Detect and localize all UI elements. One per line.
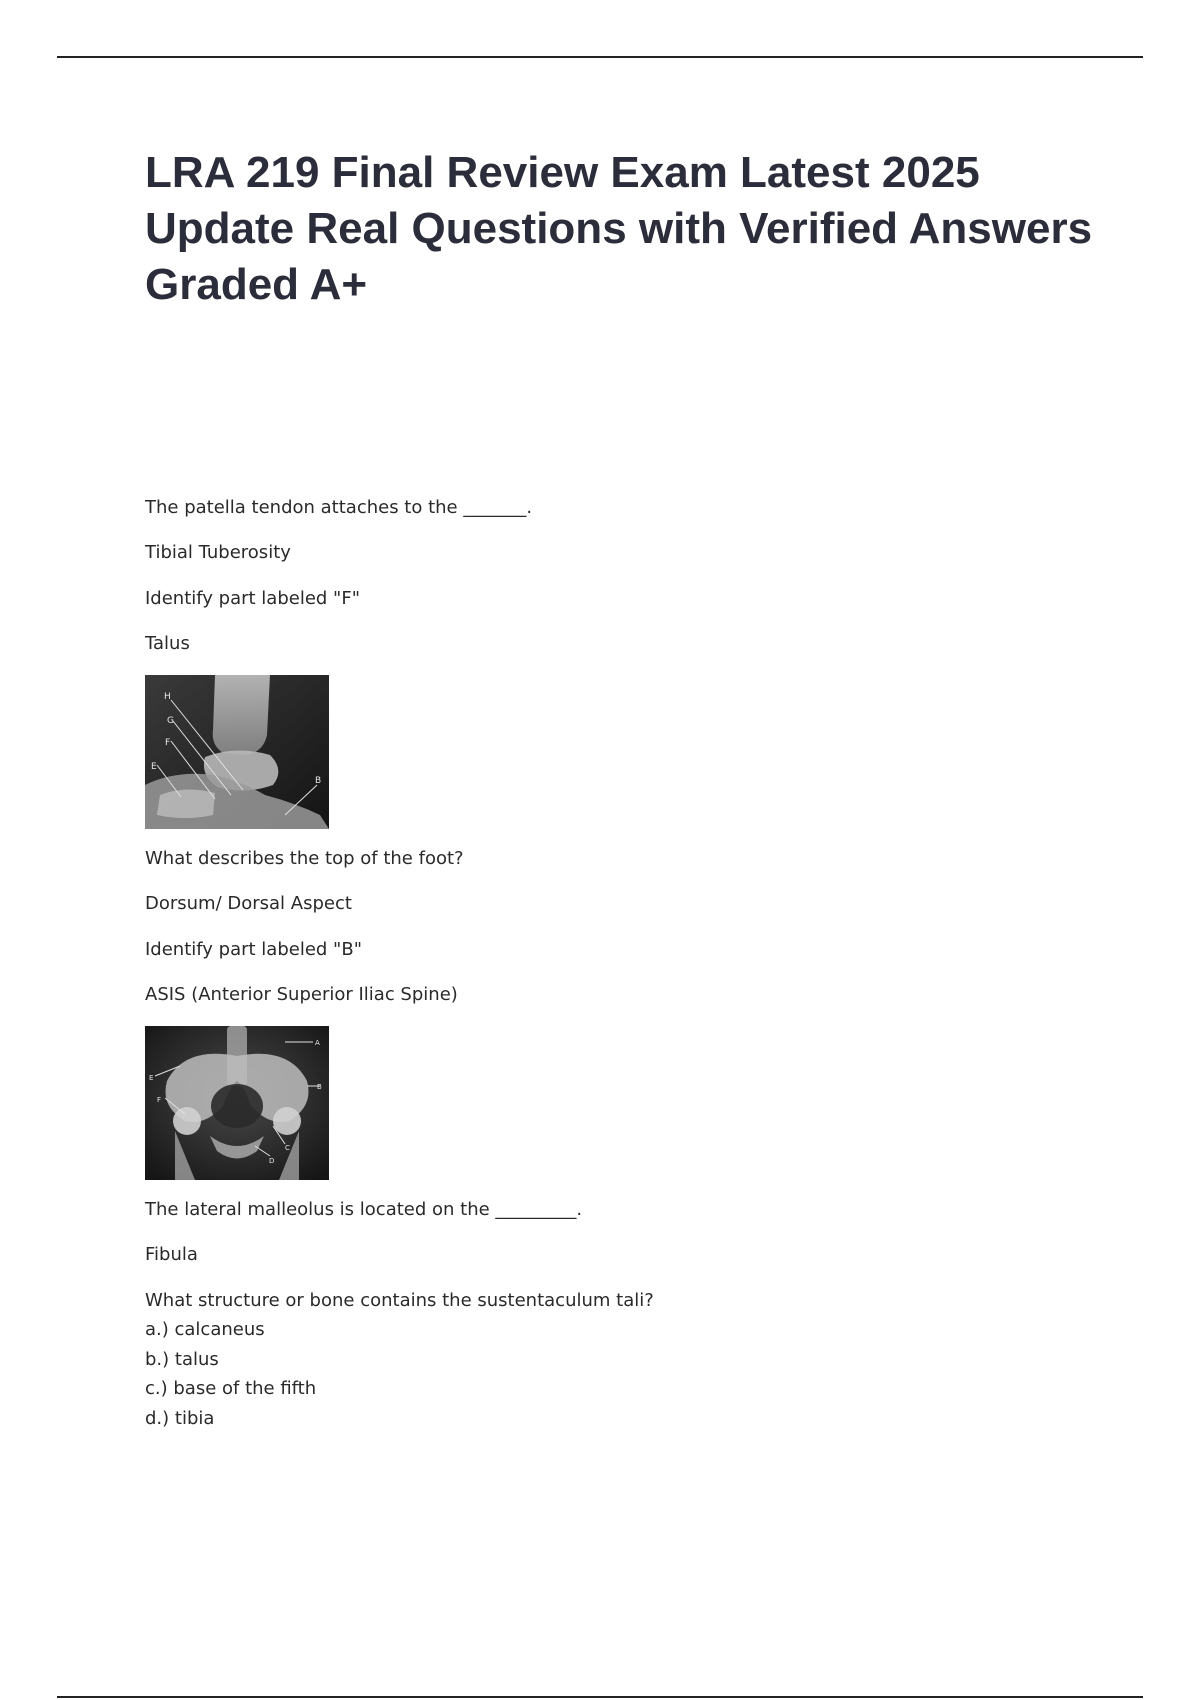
- ankle-label-g: G: [167, 716, 174, 726]
- option-a: a.) calcaneus: [145, 1319, 265, 1340]
- question-3: What describes the top of the foot?: [145, 848, 464, 869]
- option-c: c.) base of the fifth: [145, 1378, 317, 1399]
- option-b: b.) talus: [145, 1349, 219, 1370]
- document-title: LRA 219 Final Review Exam Latest 2025 Update Real Questions with Verified Answers Graded A+: [145, 148, 1093, 309]
- question-1: The patella tendon attaches to the _______.: [145, 497, 533, 518]
- answer-2: Talus: [145, 633, 190, 654]
- ankle-label-e: E: [151, 762, 157, 772]
- pelvis-label-a: A: [315, 1039, 320, 1047]
- answer-3: Dorsum/ Dorsal Aspect: [145, 893, 352, 914]
- question-4: Identify part labeled "B": [145, 939, 362, 960]
- pelvis-xray-image: [145, 1026, 329, 1180]
- ankle-xray-image: [145, 675, 329, 829]
- ankle-label-f: F: [165, 738, 171, 748]
- answer-5: Fibula: [145, 1244, 198, 1265]
- top-rule: [57, 56, 1143, 58]
- question-2: Identify part labeled "F": [145, 588, 360, 609]
- pelvis-label-d: D: [269, 1157, 275, 1165]
- question-5: The lateral malleolus is located on the _________.: [145, 1199, 583, 1220]
- ankle-label-h: H: [164, 692, 171, 702]
- answer-1: Tibial Tuberosity: [145, 542, 291, 563]
- option-d: d.) tibia: [145, 1408, 215, 1429]
- pelvis-label-c: C: [285, 1144, 290, 1152]
- question-6: What structure or bone contains the sustentaculum tali?: [145, 1290, 654, 1311]
- answer-4: ASIS (Anterior Superior Iliac Spine): [145, 984, 458, 1005]
- pelvis-label-e: E: [149, 1074, 154, 1082]
- pelvis-label-f: F: [157, 1096, 162, 1104]
- pelvis-label-b: B: [317, 1083, 322, 1091]
- ankle-label-b: B: [315, 776, 322, 786]
- bottom-rule: [57, 1696, 1143, 1698]
